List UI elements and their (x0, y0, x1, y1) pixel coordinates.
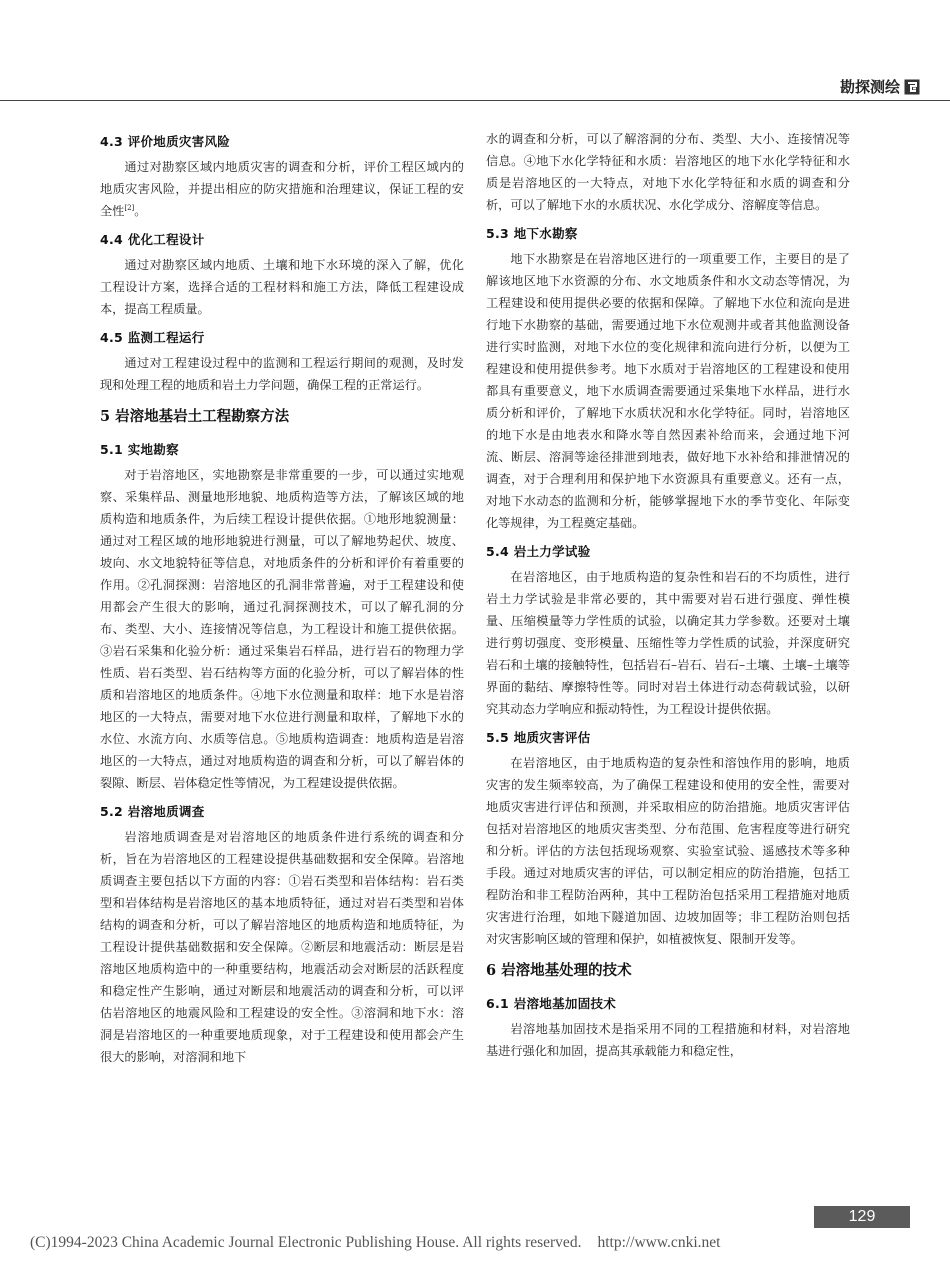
paragraph-5-2-continued: 水的调查和分析，可以了解溶洞的分布、类型、大小、连接情况等信息。④地下水化学特征和水质：岩溶地区的地下水化学特征和水质是岩溶地区的一大特点，对地下水化学特征和水质的调查和分析，可以了解地下水的水质状况、水化学成分、溶解度等信息。 (486, 132, 850, 212)
paragraph-5-2: 岩溶地质调查是对岩溶地区的地质条件进行系统的调查和分析，旨在为岩溶地区的工程建设提供基础数据和安全保障。岩溶地质调查主要包括以下方面的内容：①岩石类型和岩体结构：岩石类型和岩体结构是岩溶地区的基本地质特征，通过对岩石类型和岩体结构的调查和分析，可以了解岩溶地区的地质构造和地质特征，为工程设计提供基础数据和安全保障。②断层和地震活动：断层是岩溶地区地质构造中的一种重要结构，地震活动会对断层的活跃程度和稳定性产生影响，通过对断层和地震活动的调查和分析，可以评估岩溶地区的地震风险和工程建设的安全性。③溶洞和地下水：溶洞是岩溶地区的一种重要地质现象，对于工程建设和使用都会产生很大的影响，对溶洞和地下 (100, 830, 464, 1064)
section-heading-4-3: 4.3 评价地质灾害风险 (100, 134, 231, 149)
header-rule (0, 100, 950, 101)
paragraph-5-4: 在岩溶地区，由于地质构造的复杂性和岩石的不均质性，进行岩土力学试验是非常必要的，其中需要对岩石进行强度、弹性模量、压缩模量等力学性质的试验，以确定其力学参数。还要对土壤进行剪切强度、变形模量、压缩性等力学性质的试验，并深度研究岩石和土壤的接触特性，包括岩石–岩石、岩石–土壤、土壤–土壤等界面的黏结、摩擦特性等。同时对岩土体进行动态荷载试验，以研究其动态力学响应和振动特性，为工程设计提供依据。 (486, 570, 850, 716)
paragraph-5-3: 地下水勘察是在岩溶地区进行的一项重要工作，主要目的是了解该地区地下水资源的分布、水文地质条件和水文动态等情况，为工程建设和使用提供必要的依据和保障。了解地下水位和流向是进行地下水勘察的基础，需要通过地下水位观测井或者其他监测设备进行实时监测，对地下水位的变化规律和流向进行分析，以便为工程建设和使用提供参考。地下水质对于岩溶地区的工程建设和使用都具有重要意义，地下水质调查需要通过采集地下水样品，进行水质分析和评价，了解地下水质状况和水化学特征。同时，岩溶地区的地下水是由地表水和降水等自然因素补给而来，会通过地下河流、断层、溶洞等途径排泄到地表，做好地下水补给和排泄情况的调查，对于合理利用和保护地下水资源具有重要意义。还有一点，对地下水动态的监测和分析，能够掌握地下水的季节变化、年际变化等规律，为工程奠定基础。 (486, 252, 850, 530)
section-heading-5-1: 5.1 实地勘察 (100, 442, 179, 457)
right-column (486, 128, 850, 1062)
section-heading-5-4: 5.4 岩土力学试验 (486, 544, 591, 559)
paragraph-text: 通过对勘察区域内地质灾害的调查和分析，评价工程区域内的地质灾害风险，并提出相应的防灾措施和治理建议，保证工程的安全性 (100, 160, 464, 218)
chapter-heading-5: 5 岩溶地基岩土工程勘察方法 (100, 408, 290, 425)
journal-logo-icon (904, 79, 920, 95)
page-number: 129 (814, 1206, 910, 1228)
section-heading-4-5: 4.5 监测工程运行 (100, 330, 205, 345)
journal-title: 勘探测绘 (839, 78, 900, 96)
paragraph-4-5: 通过对工程建设过程中的监测和工程运行期间的观测，及时发现和处理工程的地质和岩土力学问题，确保工程的正常运行。 (100, 356, 464, 392)
citation-ref: [2] (124, 203, 135, 212)
paragraph-5-5: 在岩溶地区，由于地质构造的复杂性和溶蚀作用的影响，地质灾害的发生频率较高，为了确保工程建设和使用的安全性，需要对地质灾害进行评估和预测，并采取相应的防治措施。地质灾害评估包括对岩溶地区的地质灾害类型、分布范围、危害程度等进行研究和分析。评估的方法包括现场观察、实验室试验、遥感技术等多种手段。通过对地质灾害的评估，可以制定相应的防治措施，包括工程防治和非工程防治两种，其中工程防治包括采用工程措施对地质灾害进行治理，如地下隧道加固、边坡加固等；非工程防治则包括对灾害影响区域的管理和保护，如植被恢复、限制开发等。 (486, 756, 850, 946)
left-column (100, 128, 464, 1068)
paragraph-6-1: 岩溶地基加固技术是指采用不同的工程措施和材料，对岩溶地基进行强化和加固，提高其承载能力和稳定性， (486, 1022, 850, 1058)
footer-copyright: (C)1994-2023 China Academic Journal Electronic Publishing House. All rights reserved. (30, 1234, 582, 1251)
chapter-heading-6: 6 岩溶地基处理的技术 (486, 962, 632, 979)
paragraph-5-1: 对于岩溶地区，实地勘察是非常重要的一步，可以通过实地观察、采集样品、测量地形地貌、地质构造等方法，了解该区域的地质构造和地质条件，为后续工程设计提供依据。①地形地貌测量：通过对工程区域的地形地貌进行测量，可以了解地势起伏、坡度、坡向、水文地貌特征等信息，对地质条件的分析和评价有着重要的作用。②孔洞探测：岩溶地区的孔洞非常普遍，对于工程建设和使用都会产生很大的影响，通过孔洞探测技术，可以了解孔洞的分布、类型、大小、连接情况等信息，为工程设计和施工提供依据。③岩石采集和化验分析：通过采集岩石样品，进行岩石的物理力学性质、岩石类型、岩石结构等方面的化验分析，可以了解岩体的性质和岩溶地区的地质条件。④地下水位测量和取样：地下水是岩溶地区的一大特点，需要对地下水位进行测量和取样，了解地下水的水位、水流方向、水质等信息。⑤地质构造调查：地质构造是岩溶地区的一大特点，通过对地质构造的调查和分析，可以了解岩体的裂隙、断层、岩体稳定性等情况，为工程建设提供依据。 (100, 468, 464, 790)
footer-url: http://www.cnki.net (597, 1234, 721, 1251)
journal-header (840, 76, 920, 97)
paragraph-4-3 (100, 156, 464, 222)
section-heading-5-3: 5.3 地下水勘察 (486, 226, 578, 241)
section-heading-5-2: 5.2 岩溶地质调查 (100, 804, 205, 819)
section-heading-5-5: 5.5 地质灾害评估 (486, 730, 591, 745)
section-heading-6-1: 6.1 岩溶地基加固技术 (486, 996, 617, 1011)
paragraph-4-4: 通过对勘察区域内地质、土壤和地下水环境的深入了解，优化工程设计方案，选择合适的工程材料和施工方法，降低工程建设成本，提高工程质量。 (100, 258, 464, 316)
section-heading-4-4: 4.4 优化工程设计 (100, 232, 205, 247)
paragraph-end: 。 (134, 204, 147, 218)
footer (30, 1234, 720, 1252)
